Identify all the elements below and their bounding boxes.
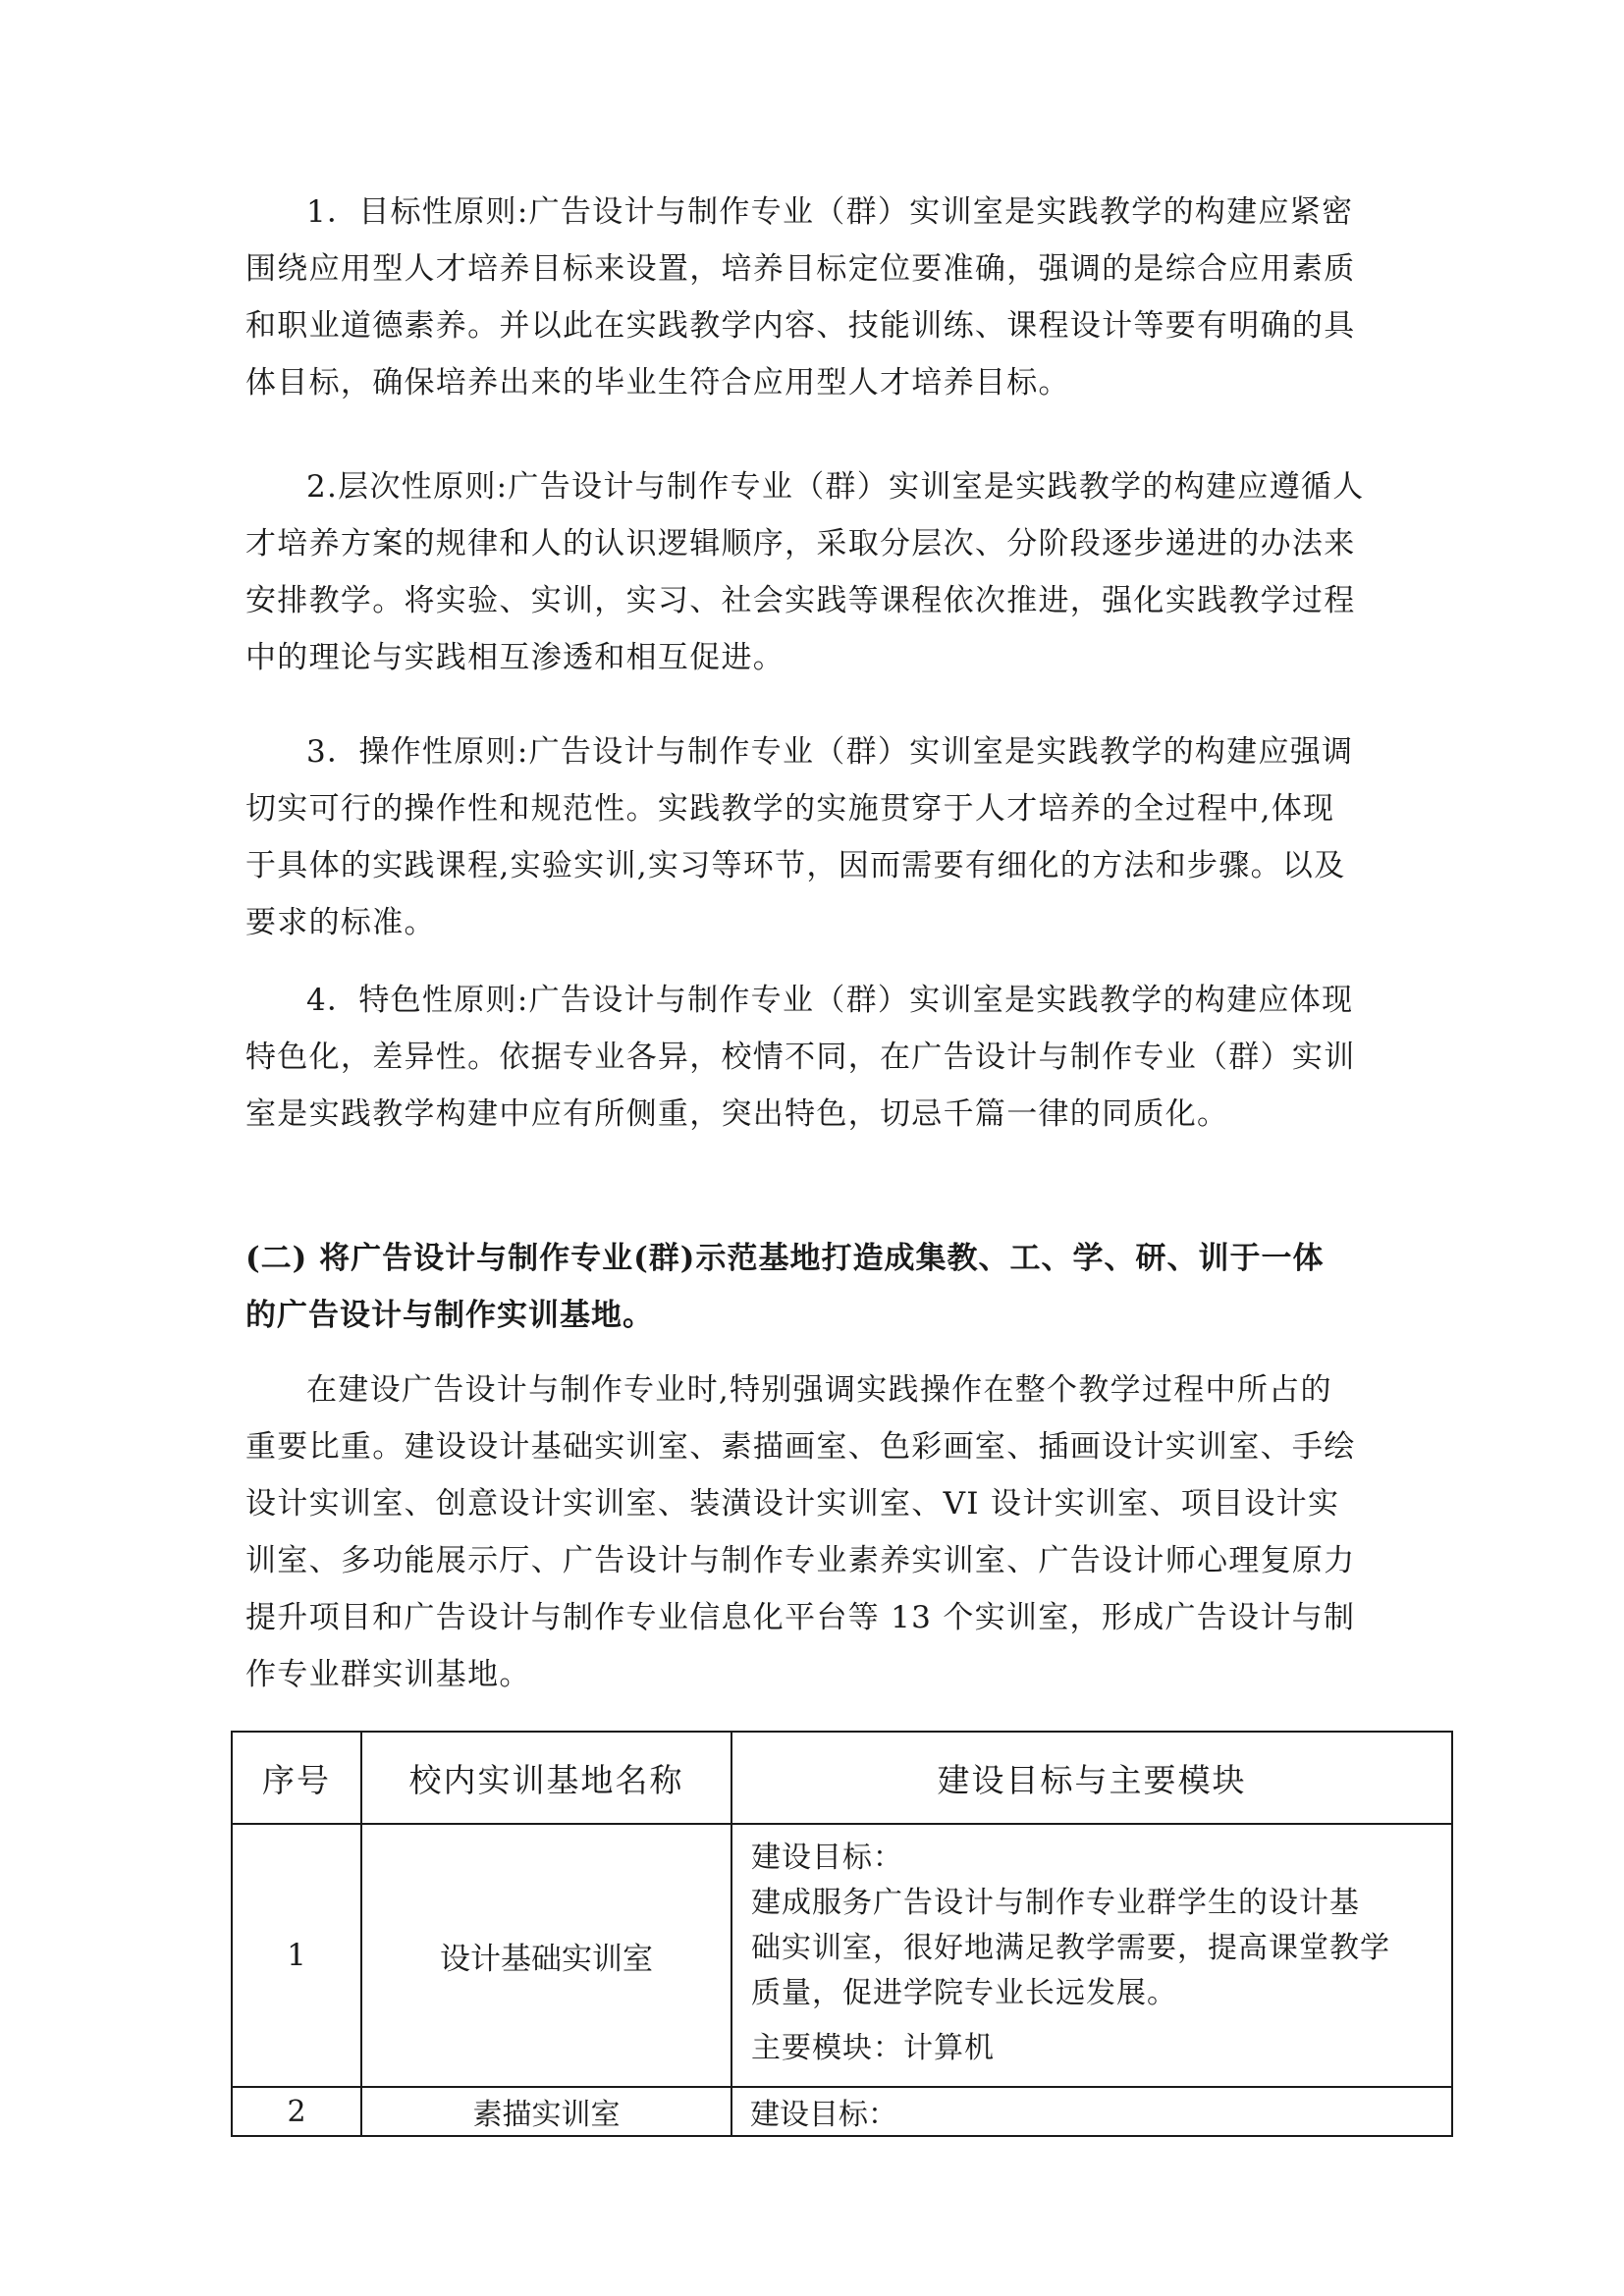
header-goals: 建设目标与主要模块 [731,1732,1452,1824]
header-name: 校内实训基地名称 [361,1732,731,1824]
paragraph-line: 作专业群实训基地。 [245,1657,531,1692]
header-no: 序号 [232,1732,361,1824]
paragraph-line: 重要比重。建设设计基础实训室、素描画室、色彩画室、插画设计实训室、手绘 [245,1429,1356,1465]
paragraph-line: 中的理论与实践相互渗透和相互促进。 [245,640,785,675]
table-header-row [232,1732,1452,1824]
paragraph-line: 要求的标准。 [245,905,436,940]
heading-line: 的广告设计与制作实训基地。 [245,1298,654,1333]
row-goals [731,1824,1452,2087]
paragraph-line: 训室、多功能展示厅、广告设计与制作专业素养实训室、广告设计师心理复原力 [245,1543,1356,1578]
training-base-table [231,1731,1453,2137]
principle-2 [245,458,1384,686]
paragraph-line: 切实可行的操作性和规范性。实践教学的实施贯穿于人才培养的全过程中,体现 [245,791,1335,827]
row-goals: 建设目标： [731,2087,1452,2136]
paragraph-line: 特色化，差异性。依据专业各异，校情不同，在广告设计与制作专业（群）实训 [245,1040,1356,1075]
principle-1 [245,184,1384,411]
paragraph-line: 安排教学。将实验、实训，实习、社会实践等课程依次推进，强化实践教学过程 [245,583,1356,618]
paragraph-line: 2.层次性原则:广告设计与制作专业（群）实训室是实践教学的构建应遵循人 [306,469,1365,505]
paragraph-line: 4．特色性原则:广告设计与制作专业（群）实训室是实践教学的构建应体现 [306,983,1354,1018]
row-name: 素描实训室 [361,2087,731,2136]
paragraph-line: 才培养方案的规律和人的认识逻辑顺序，采取分层次、分阶段逐步递进的办法来 [245,526,1356,561]
goal-line: 质量，促进学院专业长远发展。 [751,1976,1177,2010]
goal-line: 础实训室，很好地满足教学需要，提高课堂教学 [751,1931,1390,1965]
section-heading [245,1230,1384,1344]
row-name: 设计基础实训室 [361,1824,731,2087]
table-row [232,2087,1452,2136]
goal-label: 建设目标： [751,1841,903,1875]
row-no: 2 [232,2087,361,2136]
paragraph-line: 提升项目和广告设计与制作专业信息化平台等 13 个实训室，形成广告设计与制 [245,1600,1356,1635]
section-body [245,1362,1384,1703]
module-line: 主要模块：计算机 [751,2031,995,2065]
paragraph-line: 围绕应用型人才培养目标来设置，培养目标定位要准确，强调的是综合应用素质 [245,251,1356,287]
heading-line: (二) 将广告设计与制作专业(群)示范基地打造成集教、工、学、研、训于一体 [245,1241,1325,1276]
paragraph-line: 在建设广告设计与制作专业时,特别强调实践操作在整个教学过程中所占的 [306,1372,1332,1408]
paragraph-line: 于具体的实践课程,实验实训,实习等环节，因而需要有细化的方法和步骤。以及 [245,848,1346,883]
paragraph-line: 设计实训室、创意设计实训室、装潢设计实训室、VI 设计实训室、项目设计实 [245,1486,1340,1522]
row-no: 1 [232,1824,361,2087]
paragraph-line: 室是实践教学构建中应有所侧重，突出特色，切忌千篇一律的同质化。 [245,1096,1229,1132]
principle-3 [245,723,1384,951]
principle-4 [245,972,1384,1143]
paragraph-line: 3．操作性原则:广告设计与制作专业（群）实训室是实践教学的构建应强调 [306,734,1354,770]
paragraph-line: 1．目标性原则:广告设计与制作专业（群）实训室是实践教学的构建应紧密 [306,194,1354,230]
paragraph-line: 体目标，确保培养出来的毕业生符合应用型人才培养目标。 [245,365,1070,400]
paragraph-line: 和职业道德素养。并以此在实践教学内容、技能训练、课程设计等要有明确的具 [245,308,1356,344]
goal-line: 建成服务广告设计与制作专业群学生的设计基 [751,1886,1360,1920]
table-row [232,1824,1452,2087]
